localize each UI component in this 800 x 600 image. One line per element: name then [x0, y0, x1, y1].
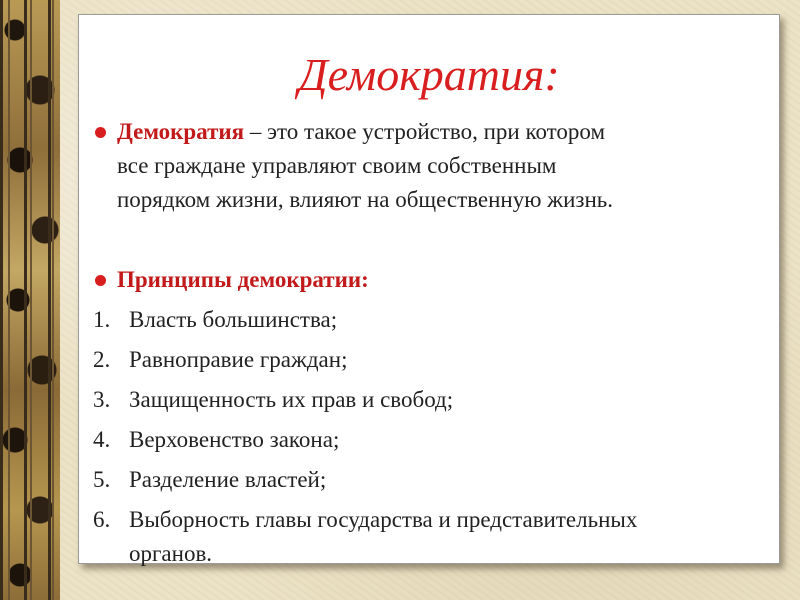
definition-term: Демократия — [117, 119, 245, 144]
border-line — [30, 0, 32, 600]
definition-text-line2: все граждане управляют своим собственным — [117, 153, 557, 178]
principles-heading: Принципы демократии: — [117, 267, 369, 292]
bullet-dot-icon — [95, 127, 106, 138]
border-line — [8, 0, 10, 600]
principle-text: Власть большинства; — [129, 307, 338, 332]
principles-section — [79, 263, 779, 566]
principle-item — [79, 303, 779, 343]
slide-title: Демократия: — [298, 49, 560, 100]
list-number: 4. — [93, 427, 111, 452]
principle-item-continuation — [79, 537, 779, 577]
list-number: 1. — [93, 307, 111, 332]
principle-text: Разделение властей; — [129, 467, 327, 492]
principle-text: Равноправие граждан; — [129, 347, 348, 372]
definition-text-line3: порядком жизни, влияют на общественную жизнь. — [117, 187, 614, 212]
slide-panel — [78, 14, 780, 564]
border-line — [52, 0, 54, 600]
principle-item — [79, 503, 779, 537]
principle-text: Выборность главы государства и представительных — [129, 507, 638, 532]
list-number: 2. — [93, 347, 111, 372]
principle-item — [79, 463, 779, 503]
definition-text-line1: – это такое устройство, при котором — [244, 119, 606, 144]
decorative-left-border — [0, 0, 60, 600]
definition-bullet — [79, 115, 779, 217]
principle-text: органов. — [129, 541, 213, 566]
bullet-dot-icon — [95, 275, 106, 286]
principle-text: Защищенность их прав и свобод; — [129, 387, 454, 412]
principle-text: Верховенство закона; — [129, 427, 340, 452]
list-number: 6. — [93, 507, 111, 532]
list-number: 3. — [93, 387, 111, 412]
principle-item — [79, 383, 779, 423]
principles-heading-bullet — [79, 263, 779, 297]
list-number: 5. — [93, 467, 111, 492]
principle-item — [79, 343, 779, 383]
principles-list — [79, 303, 779, 577]
principle-item — [79, 423, 779, 463]
definition-paragraph — [79, 115, 779, 217]
